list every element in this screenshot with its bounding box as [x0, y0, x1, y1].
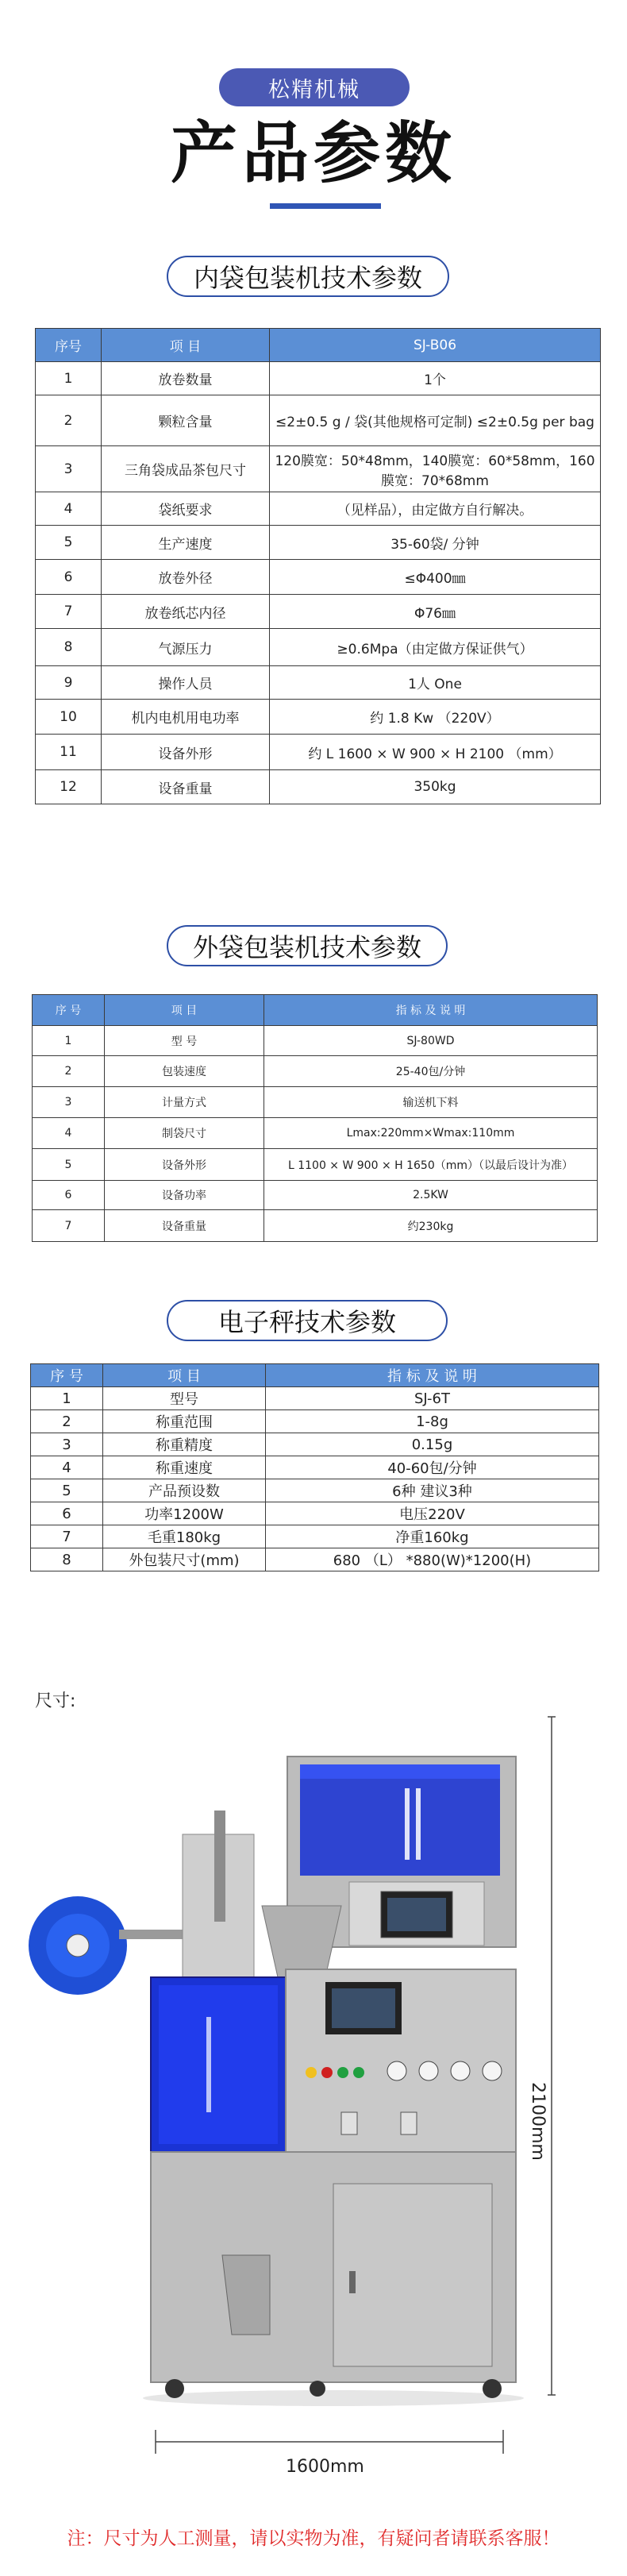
item-value-cell: ≤Φ400㎜	[270, 560, 601, 595]
row-index-cell: 1	[33, 1026, 105, 1056]
row-index-cell: 1	[31, 1387, 103, 1410]
item-name-cell: 放卷纸芯内径	[102, 595, 270, 629]
row-index-cell: 5	[33, 1149, 105, 1181]
item-value-cell: 输送机下料	[264, 1087, 598, 1118]
item-value-cell: 1人 One	[270, 666, 601, 700]
table-row	[36, 700, 601, 735]
row-index-cell: 4	[31, 1456, 103, 1479]
item-value-cell: 0.15g	[266, 1433, 599, 1456]
item-value-cell: ≥0.6Mpa（由定做方保证供气）	[270, 629, 601, 666]
item-value-cell: ≤2±0.5 g / 袋(其他规格可定制) ≤2±0.5g per bag	[270, 395, 601, 446]
row-index-cell: 9	[36, 666, 102, 700]
table-row	[36, 770, 601, 804]
section-title-outer-bag: 外袋包装机技术参数	[167, 925, 448, 966]
item-name-cell: 放卷数量	[102, 362, 270, 395]
row-index-cell: 10	[36, 700, 102, 735]
item-name-cell: 设备外形	[102, 735, 270, 770]
item-name-cell: 生产速度	[102, 526, 270, 560]
table-row	[36, 595, 601, 629]
table-header-row	[33, 995, 598, 1026]
header-cell: 序 号	[33, 995, 105, 1026]
title-underline	[270, 203, 381, 209]
item-name-cell: 计量方式	[105, 1087, 264, 1118]
row-index-cell: 6	[36, 560, 102, 595]
row-index-cell: 8	[36, 629, 102, 666]
brand-badge: 松精机械	[219, 68, 410, 106]
height-dimension-label: 2100mm	[528, 2082, 548, 2161]
item-name-cell: 型号	[103, 1387, 266, 1410]
item-value-cell: L 1100 × W 900 × H 1650（mm）（以最后设计为准）	[264, 1149, 598, 1181]
header-cell: 项 目	[105, 995, 264, 1026]
header-cell: 指 标 及 说 明	[266, 1364, 599, 1387]
row-index-cell: 7	[31, 1525, 103, 1548]
row-index-cell: 5	[31, 1479, 103, 1502]
header-cell: 项 目	[103, 1364, 266, 1387]
item-value-cell: 1-8g	[266, 1410, 599, 1433]
item-value-cell: 2.5KW	[264, 1181, 598, 1210]
table-row	[33, 1087, 598, 1118]
item-name-cell: 设备重量	[105, 1210, 264, 1242]
section-title-scale: 电子秤技术参数	[167, 1300, 448, 1341]
table-row	[33, 1210, 598, 1242]
header-cell: 项 目	[102, 329, 270, 362]
table-row	[31, 1502, 599, 1525]
item-value-cell: 350kg	[270, 770, 601, 804]
row-index-cell: 5	[36, 526, 102, 560]
row-index-cell: 7	[36, 595, 102, 629]
table-row	[36, 526, 601, 560]
row-index-cell: 1	[36, 362, 102, 395]
disclaimer-note: 注：尺寸为人工测量，请以实物为准，有疑问者请联系客服！	[67, 2528, 560, 2549]
row-index-cell: 4	[36, 492, 102, 526]
row-index-cell: 11	[36, 735, 102, 770]
item-name-cell: 设备重量	[102, 770, 270, 804]
row-index-cell: 6	[31, 1502, 103, 1525]
header-cell: SJ-B06	[270, 329, 601, 362]
table-row	[36, 666, 601, 700]
item-value-cell: 约230kg	[264, 1210, 598, 1242]
width-dimension-label: 1600mm	[286, 2457, 364, 2477]
item-name-cell: 功率1200W	[103, 1502, 266, 1525]
table-header-row	[31, 1364, 599, 1387]
row-index-cell: 8	[31, 1548, 103, 1571]
row-index-cell: 3	[33, 1087, 105, 1118]
table-row	[36, 492, 601, 526]
size-label: 尺寸:	[35, 1691, 76, 1711]
item-name-cell: 机内电机用电功率	[102, 700, 270, 735]
item-name-cell: 包装速度	[105, 1056, 264, 1087]
item-value-cell: 35-60袋/ 分钟	[270, 526, 601, 560]
inner-bag-spec-table	[35, 328, 601, 804]
item-name-cell: 放卷外径	[102, 560, 270, 595]
item-value-cell: 电压220V	[266, 1502, 599, 1525]
table-row	[33, 1181, 598, 1210]
header-cell: 序号	[36, 329, 102, 362]
item-name-cell: 称重速度	[103, 1456, 266, 1479]
item-value-cell: SJ-80WD	[264, 1026, 598, 1056]
item-name-cell: 毛重180kg	[103, 1525, 266, 1548]
row-index-cell: 2	[36, 395, 102, 446]
table-header-row	[36, 329, 601, 362]
table-row	[31, 1456, 599, 1479]
item-name-cell: 袋纸要求	[102, 492, 270, 526]
item-name-cell: 三角袋成品茶包尺寸	[102, 446, 270, 492]
table-row	[31, 1479, 599, 1502]
table-row	[36, 362, 601, 395]
item-name-cell: 操作人员	[102, 666, 270, 700]
table-row	[31, 1433, 599, 1456]
item-name-cell: 设备外形	[105, 1149, 264, 1181]
item-value-cell: Φ76㎜	[270, 595, 601, 629]
item-value-cell: 约 1.8 Kw （220V）	[270, 700, 601, 735]
item-value-cell: 6种 建议3种	[266, 1479, 599, 1502]
table-row	[36, 735, 601, 770]
item-name-cell: 外包装尺寸(mm)	[103, 1548, 266, 1571]
page-title: 产品参数	[170, 114, 456, 192]
table-row	[31, 1525, 599, 1548]
table-row	[33, 1026, 598, 1056]
item-value-cell: （见样品），由定做方自行解决。	[270, 492, 601, 526]
table-row	[33, 1056, 598, 1087]
table-row	[36, 395, 601, 446]
table-row	[36, 560, 601, 595]
table-row	[31, 1548, 599, 1571]
row-index-cell: 3	[36, 446, 102, 492]
row-index-cell: 4	[33, 1118, 105, 1149]
item-name-cell: 颗粒含量	[102, 395, 270, 446]
item-value-cell: SJ-6T	[266, 1387, 599, 1410]
row-index-cell: 2	[31, 1410, 103, 1433]
item-name-cell: 称重范围	[103, 1410, 266, 1433]
item-name-cell: 产品预设数	[103, 1479, 266, 1502]
item-name-cell: 型 号	[105, 1026, 264, 1056]
row-index-cell: 2	[33, 1056, 105, 1087]
item-value-cell: 净重160kg	[266, 1525, 599, 1548]
item-value-cell: 约 L 1600 × W 900 × H 2100 （mm）	[270, 735, 601, 770]
section-title-inner-bag: 内袋包装机技术参数	[167, 256, 449, 297]
table-row	[36, 446, 601, 492]
row-index-cell: 12	[36, 770, 102, 804]
row-index-cell: 3	[31, 1433, 103, 1456]
item-name-cell: 称重精度	[103, 1433, 266, 1456]
row-index-cell: 6	[33, 1181, 105, 1210]
item-value-cell: Lmax:220mm×Wmax:110mm	[264, 1118, 598, 1149]
item-name-cell: 气源压力	[102, 629, 270, 666]
item-value-cell: 680 （L） *880(W)*1200(H)	[266, 1548, 599, 1571]
table-row	[36, 629, 601, 666]
scale-spec-table	[30, 1363, 599, 1571]
table-row	[33, 1118, 598, 1149]
item-name-cell: 设备功率	[105, 1181, 264, 1210]
row-index-cell: 7	[33, 1210, 105, 1242]
item-value-cell: 25-40包/分钟	[264, 1056, 598, 1087]
item-value-cell: 40-60包/分钟	[266, 1456, 599, 1479]
table-row	[31, 1387, 599, 1410]
item-value-cell: 120膜宽：50*48mm，140膜宽：60*58mm，160膜宽：70*68mm	[270, 446, 601, 492]
item-value-cell: 1个	[270, 362, 601, 395]
outer-bag-spec-table	[32, 994, 598, 1242]
table-row	[31, 1410, 599, 1433]
header-cell: 指 标 及 说 明	[264, 995, 598, 1026]
header-cell: 序 号	[31, 1364, 103, 1387]
table-row	[33, 1149, 598, 1181]
item-name-cell: 制袋尺寸	[105, 1118, 264, 1149]
